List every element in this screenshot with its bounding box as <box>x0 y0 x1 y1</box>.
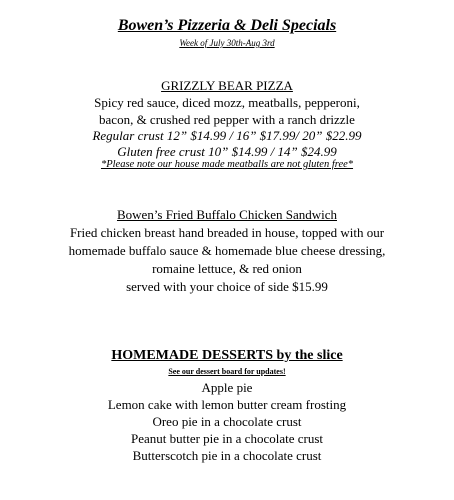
desserts-heading: HOMEMADE DESSERTS by the slice <box>111 348 343 363</box>
dessert-item: Lemon cake with lemon butter cream frosting <box>107 397 347 412</box>
dessert-item: Apple pie <box>201 380 253 395</box>
sandwich-description-line-2: homemade buffalo sauce & homemade blue cheese dressing, <box>68 243 386 258</box>
meatball-gluten-note: *Please note our house made meatballs are not gluten free* <box>100 159 354 170</box>
pizza-heading: GRIZZLY BEAR PIZZA <box>161 78 293 93</box>
pizza-gluten-free-prices: Gluten free crust 10” $14.99 / 14” $24.99 <box>117 144 337 159</box>
sandwich-description-line-1: Fried chicken breast hand breaded in house, topped with our <box>69 225 385 240</box>
dessert-item: Peanut butter pie in a chocolate crust <box>130 431 324 446</box>
desserts-subheading: See our dessert board for updates! <box>168 367 286 376</box>
sandwich-description-line-3: romaine lettuce, & red onion <box>152 261 302 276</box>
sandwich-heading: Bowen’s Fried Buffalo Chicken Sandwich <box>116 207 337 222</box>
pizza-regular-crust-prices: Regular crust 12” $14.99 / 16” $17.99/ 20” $22.99 <box>92 128 362 143</box>
pizza-description-line-2: bacon, & crushed red pepper with a ranch drizzle <box>99 112 355 127</box>
flyer-title: Bowen’s Pizzeria & Deli Specials <box>117 17 337 34</box>
dessert-item: Oreo pie in a chocolate crust <box>152 414 302 429</box>
sandwich-price-line: served with your choice of side $15.99 <box>126 279 328 294</box>
dessert-item: Butterscotch pie in a chocolate crust <box>132 448 322 463</box>
week-dates: Week of July 30th-Aug 3rd <box>179 38 275 48</box>
pizza-description-line-1: Spicy red sauce, diced mozz, meatballs, pepperoni, <box>94 95 360 110</box>
